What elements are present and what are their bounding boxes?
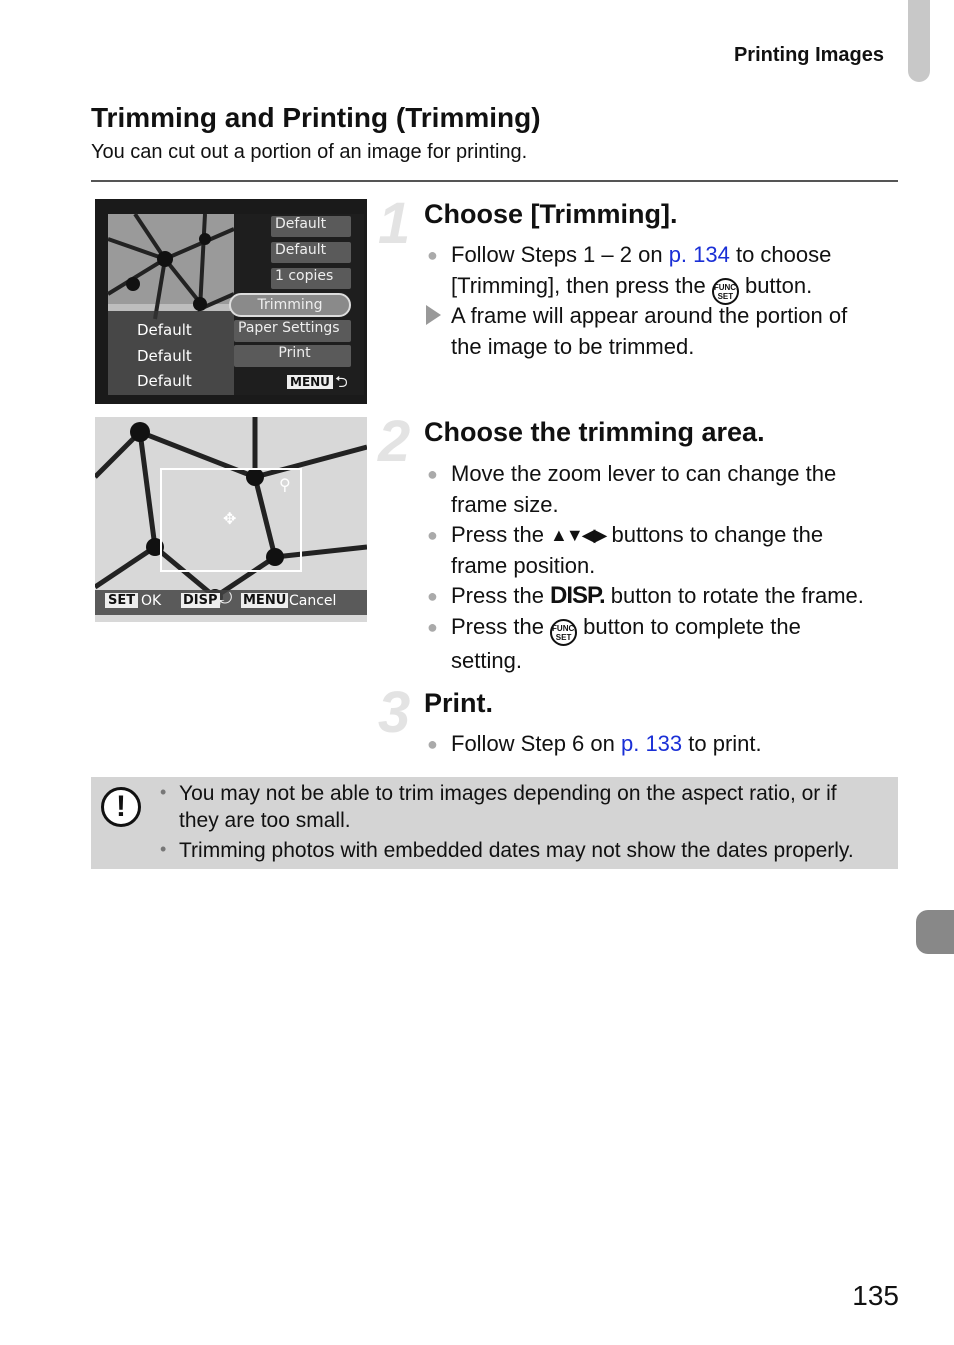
step-3-bullet-1 <box>427 729 891 760</box>
text: Press the <box>451 522 551 547</box>
menu-button-icon: MENU <box>243 593 287 608</box>
bullet-icon: • <box>160 839 167 859</box>
step-1-result <box>451 301 896 362</box>
func-set-button-icon: FUNC. SET <box>712 278 739 305</box>
caution-line-1: You may not be able to trim images depending on the aspect ratio, or if <box>179 782 837 805</box>
text: setting. <box>451 647 522 673</box>
bullet-icon: • <box>160 782 167 802</box>
bullet-icon: ● <box>427 586 438 606</box>
text: button to complete the <box>577 613 801 639</box>
text: Follow Step 6 on <box>451 731 621 756</box>
direction-buttons-icon: ▲▼◀▶ <box>550 525 606 545</box>
text: button. <box>738 272 813 298</box>
left-label-1: Default <box>137 321 192 339</box>
ok-label: OK <box>141 593 162 609</box>
text: buttons to change the <box>605 522 824 547</box>
set-button-icon: SET <box>105 593 138 608</box>
func-set-button-icon: FUNC. SET <box>550 619 577 646</box>
step-2-bullet-3 <box>427 581 911 612</box>
step-2-bullet-1 <box>427 459 911 520</box>
page-number: 135 <box>852 1280 899 1311</box>
menu-item-file: Default <box>271 242 351 263</box>
step-number-2: 2 <box>378 409 411 474</box>
disp-button-icon: DISP. <box>550 582 605 609</box>
menu-item-paper-settings: Paper Settings <box>234 320 351 342</box>
menu-item-copies: 1 copies <box>271 268 351 289</box>
menu-item-date: Default <box>271 216 351 237</box>
rotate-icon: ⤾ <box>219 591 233 608</box>
return-icon: ⮌ <box>335 374 348 391</box>
step-2-bullet-2 <box>427 520 911 581</box>
bullet-icon: ● <box>427 525 438 545</box>
side-marker <box>916 910 954 954</box>
text: Follow Steps 1 – 2 on <box>451 242 669 267</box>
header-title: Printing Images <box>733 44 884 66</box>
screenshot-trimming-area <box>95 417 367 622</box>
section-description: You can cut out a portion of an image for printing. <box>91 141 528 163</box>
text: button to rotate the frame. <box>604 583 864 608</box>
section-title: Trimming and Printing (Trimming) <box>91 102 541 133</box>
step-1-bullet-1 <box>427 240 891 305</box>
section-divider <box>91 180 898 182</box>
caution-box <box>91 777 898 869</box>
bullet-icon: ● <box>427 464 438 484</box>
zoom-icon: ⚲ <box>279 477 291 494</box>
caution-icon: ! <box>101 787 141 827</box>
step-2-bullet-4 <box>427 612 911 677</box>
chapter-tab <box>908 0 930 82</box>
menu-item-print: Print <box>234 345 351 367</box>
text: frame position. <box>451 552 596 578</box>
step-3-title: Print. <box>424 688 494 718</box>
text: [Trimming], then press the <box>451 272 712 298</box>
menu-item-trimming: Trimming <box>229 293 351 317</box>
screenshot-print-menu <box>95 199 367 404</box>
bullet-icon: ● <box>427 734 438 754</box>
step-number-3: 3 <box>378 680 411 745</box>
left-label-2: Default <box>137 347 192 365</box>
disp-button-icon: DISP <box>183 593 218 608</box>
step-2-title: Choose the trimming area. <box>424 417 765 447</box>
caution-line-2: they are too small. <box>179 809 351 832</box>
text: the image to be trimmed. <box>451 333 695 359</box>
move-icon: ✥ <box>223 511 237 528</box>
step-2-bullets <box>427 459 911 676</box>
text: Move the zoom lever to can change the <box>451 461 837 486</box>
step-number-1: 1 <box>378 191 411 256</box>
left-label-3: Default <box>137 372 192 390</box>
menu-button-icon: MENU <box>287 375 333 389</box>
result-arrow-icon <box>426 305 441 325</box>
cancel-label: Cancel <box>289 593 337 609</box>
bullet-icon: ● <box>427 616 438 637</box>
text: to print. <box>682 731 762 756</box>
page-link-134[interactable]: p. 134 <box>668 242 730 267</box>
page-link-133[interactable]: p. 133 <box>620 731 683 756</box>
text: Press the <box>451 613 551 639</box>
text: to choose <box>729 242 832 267</box>
text: frame size. <box>451 491 559 517</box>
step-1-title: Choose [Trimming]. <box>424 199 678 229</box>
text: Press the <box>451 583 551 608</box>
text: A frame will appear around the portion of <box>451 303 848 328</box>
bullet-icon: ● <box>427 245 438 265</box>
caution-line-3: Trimming photos with embedded dates may not show the dates properly. <box>179 839 854 862</box>
